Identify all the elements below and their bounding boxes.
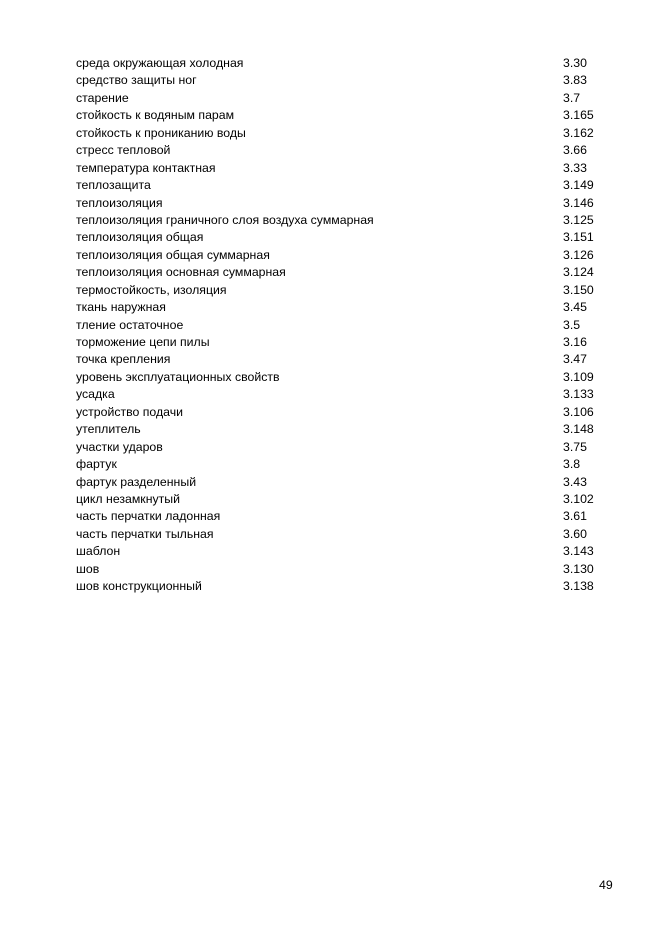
index-ref: 3.30 — [563, 56, 587, 70]
index-ref: 3.138 — [563, 579, 594, 594]
index-term: теплоизоляция общая суммарная — [76, 247, 270, 262]
index-entry — [76, 264, 636, 281]
index-ref: 3.124 — [563, 265, 594, 280]
index-ref: 3.143 — [563, 544, 594, 559]
index-term: часть перчатки тыльная — [76, 526, 214, 541]
index-entry — [76, 107, 636, 124]
index-entry — [76, 508, 636, 525]
index-ref: 3.126 — [563, 247, 594, 262]
index-term: устройство подачи — [76, 404, 184, 419]
index-term: стресс тепловой — [76, 143, 171, 158]
index-ref: 3.83 — [563, 73, 587, 88]
index-ref: 3.151 — [563, 230, 594, 245]
index-ref: 3.16 — [563, 335, 587, 349]
index-entry — [76, 386, 636, 403]
index-ref: 3.66 — [563, 143, 587, 158]
index-entry — [76, 72, 636, 89]
index-term: торможение цепи пилы — [76, 335, 210, 349]
index-term: теплоизоляция основная суммарная — [76, 265, 286, 280]
index-term: тление остаточное — [76, 317, 184, 332]
index-term: утеплитель — [76, 422, 141, 437]
index-entry — [76, 561, 636, 578]
index-term: стойкость к водяным парам — [76, 108, 235, 123]
index-entry — [76, 299, 636, 316]
index-entry — [76, 229, 636, 246]
index-entry — [76, 334, 636, 351]
index-entry — [76, 125, 636, 142]
index-ref: 3.125 — [563, 212, 594, 227]
index-ref: 3.75 — [563, 439, 587, 454]
index-list — [76, 55, 636, 596]
index-term: фартук — [76, 457, 117, 472]
index-entry — [76, 351, 636, 368]
index-entry — [76, 212, 636, 229]
index-term: шаблон — [76, 544, 121, 559]
index-entry — [76, 543, 636, 560]
index-term: точка крепления — [76, 352, 171, 367]
index-term: фартук разделенный — [76, 474, 197, 489]
index-entry — [76, 247, 636, 264]
index-ref: 3.162 — [563, 125, 594, 140]
index-entry — [76, 160, 636, 177]
index-ref: 3.149 — [563, 178, 594, 193]
index-ref: 3.7 — [563, 90, 581, 105]
index-term: часть перчатки ладонная — [76, 509, 221, 524]
index-term: средство защиты ног — [76, 73, 197, 88]
index-ref: 3.45 — [563, 300, 587, 315]
index-entry — [76, 369, 636, 386]
index-term: теплоизоляция граничного слоя воздуха суммарная — [76, 212, 374, 227]
index-entry — [76, 474, 636, 491]
index-entry — [76, 142, 636, 159]
page-number: 49 — [599, 878, 613, 892]
index-ref: 3.130 — [563, 561, 594, 576]
index-entry — [76, 195, 636, 212]
index-ref: 3.165 — [563, 108, 594, 123]
index-entry — [76, 491, 636, 508]
index-ref: 3.61 — [563, 509, 587, 524]
index-ref: 3.146 — [563, 195, 594, 210]
index-ref: 3.102 — [563, 491, 594, 506]
index-term: ткань наружная — [76, 300, 166, 315]
index-entry — [76, 404, 636, 421]
index-entry — [76, 421, 636, 438]
index-ref: 3.60 — [563, 526, 587, 541]
index-entry — [76, 282, 636, 299]
index-ref: 3.47 — [563, 352, 587, 367]
index-term: усадка — [76, 387, 115, 402]
index-entry — [76, 578, 636, 595]
index-ref: 3.148 — [563, 422, 594, 437]
index-term: участки ударов — [76, 439, 163, 454]
index-term: стойкость к прониканию воды — [76, 125, 246, 140]
index-term: шов — [76, 561, 100, 576]
index-ref: 3.106 — [563, 404, 594, 419]
index-entry — [76, 439, 636, 456]
index-term: среда окружающая холодная — [76, 56, 244, 70]
index-entry — [76, 55, 636, 72]
index-term: температура контактная — [76, 160, 216, 175]
index-entry — [76, 526, 636, 543]
index-ref: 3.133 — [563, 387, 594, 402]
index-term: шов конструкционный — [76, 579, 202, 594]
index-ref: 3.5 — [563, 317, 581, 332]
index-term: цикл незамкнутый — [76, 491, 180, 506]
index-ref: 3.43 — [563, 474, 587, 489]
index-ref: 3.109 — [563, 369, 594, 384]
index-entry — [76, 317, 636, 334]
index-term: уровень эксплуатационных свойств — [76, 369, 280, 384]
index-entry — [76, 177, 636, 194]
index-ref: 3.33 — [563, 160, 587, 175]
index-term: теплоизоляция общая — [76, 230, 204, 245]
index-term: старение — [76, 90, 129, 105]
index-ref: 3.150 — [563, 282, 594, 297]
index-ref: 3.8 — [563, 457, 581, 472]
index-term: теплоизоляция — [76, 195, 163, 210]
index-term: теплозащита — [76, 178, 151, 193]
index-entry — [76, 90, 636, 107]
index-term: термостойкость, изоляция — [76, 282, 227, 297]
index-entry — [76, 456, 636, 473]
